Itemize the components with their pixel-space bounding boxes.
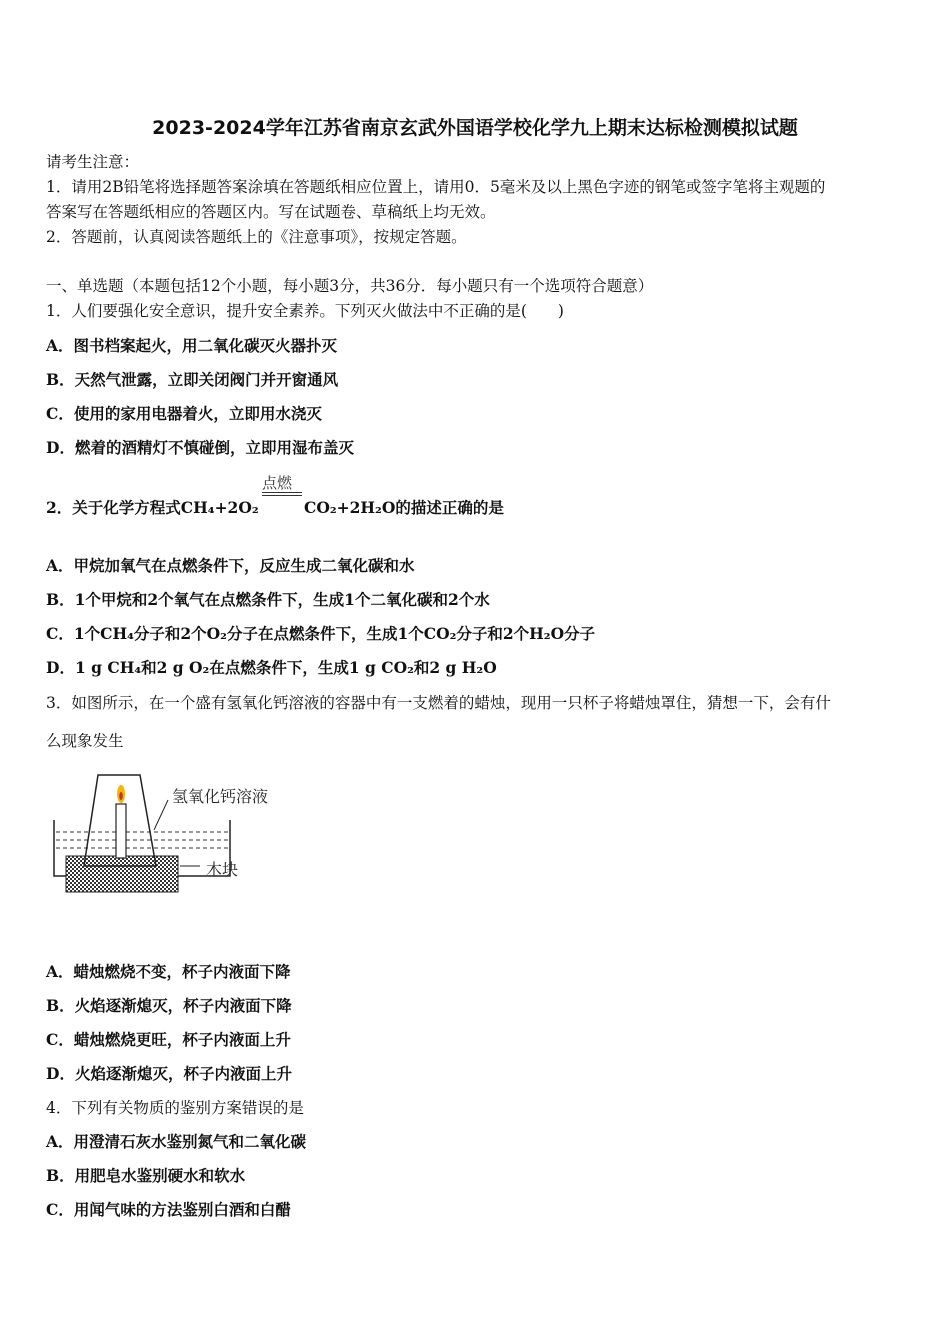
candle [116, 804, 126, 858]
notice-heading: 请考生注意： [46, 153, 140, 171]
liquid-lines [56, 832, 228, 848]
q2-stem-prefix: 2．关于化学方程式 [46, 498, 181, 517]
q3-stem-a: 3．如图所示，在一个盛有氢氧化钙溶液的容器中有一支燃着的蜡烛，现用一只杯子将蜡烛罩住，猜想一下，会有什 [46, 694, 831, 712]
q3-option-c: C．蜡烛燃烧更旺，杯子内液面上升 [46, 1030, 291, 1049]
q3-option-d: D．火焰逐渐熄灭，杯子内液面上升 [46, 1064, 292, 1083]
q3-stem-b: 么现象发生 [46, 732, 124, 750]
q2-option-b: B．1个甲烷和2个氧气在点燃条件下，生成1个二氧化碳和2个水 [46, 590, 490, 609]
equation-line-top [262, 492, 302, 493]
q2-condition: 点燃 [262, 474, 293, 492]
q4-option-a: A．用澄清石灰水鉴别氮气和二氧化碳 [46, 1132, 307, 1151]
q2-option-c: C．1个CH₄分子和2个O₂分子在点燃条件下，生成1个CO₂分子和2个H₂O分子 [46, 624, 596, 643]
q2-option-d: D．1 g CH₄和2 g O₂在点燃条件下，生成1 g CO₂和2 g H₂O [46, 658, 497, 677]
q2-stem [46, 498, 259, 518]
equation-line-bottom [262, 495, 302, 496]
q2-stem-suffix: 的描述正确的是 [395, 498, 504, 517]
q2-reactants: CH₄+2O₂ [180, 498, 259, 517]
figure-label-solution: 氢氧化钙溶液 [172, 787, 269, 806]
q2-products-line [304, 498, 504, 518]
wood-block [66, 856, 178, 892]
q2-option-a: A．甲烷加氧气在点燃条件下，反应生成二氧化碳和水 [46, 556, 415, 575]
q1-option-c: C．使用的家用电器着火，立即用水浇灭 [46, 404, 322, 423]
notice-line-2: 2．答题前，认真阅读答题纸上的《注意事项》，按规定答题。 [46, 228, 467, 246]
q4-option-b: B．用肥皂水鉴别硬水和软水 [46, 1166, 246, 1185]
q2-products: CO₂+2H₂O [304, 498, 396, 517]
q1-stem: 1．人们要强化安全意识，提升安全素养。下列灭火做法中不正确的是( ) [46, 302, 564, 320]
q3-option-b: B．火焰逐渐熄灭，杯子内液面下降 [46, 996, 292, 1015]
figure-label-block: 木块 [206, 860, 239, 879]
notice-line-1b: 答案写在答题纸相应的答题区内。写在试题卷、草稿纸上均无效。 [46, 203, 496, 221]
q1-option-b: B．天然气泄露，立即关闭阀门并开窗通风 [46, 370, 339, 389]
q1-option-a: A．图书档案起火，用二氧化碳灭火器扑灭 [46, 336, 338, 355]
q4-option-c: C．用闻气味的方法鉴别白酒和白醋 [46, 1200, 291, 1219]
q4-stem: 4．下列有关物质的鉴别方案错误的是 [46, 1099, 304, 1117]
notice-line-1a: 1．请用2B铅笔将选择题答案涂填在答题纸相应位置上，请用0．5毫米及以上黑色字迹的钢笔或签字笔将主观题的 [46, 178, 826, 196]
q3-option-a: A．蜡烛燃烧不变，杯子内液面下降 [46, 962, 291, 981]
page-title: 2023-2024学年江苏省南京玄武外国语学校化学九上期末达标检测模拟试题 [152, 117, 798, 139]
label-leader-solution [154, 800, 168, 830]
section-heading: 一、单选题（本题包括12个小题，每小题3分，共36分．每小题只有一个选项符合题意） [46, 277, 654, 295]
q1-option-d: D．燃着的酒精灯不慎碰倒，立即用湿布盖灭 [46, 438, 354, 457]
